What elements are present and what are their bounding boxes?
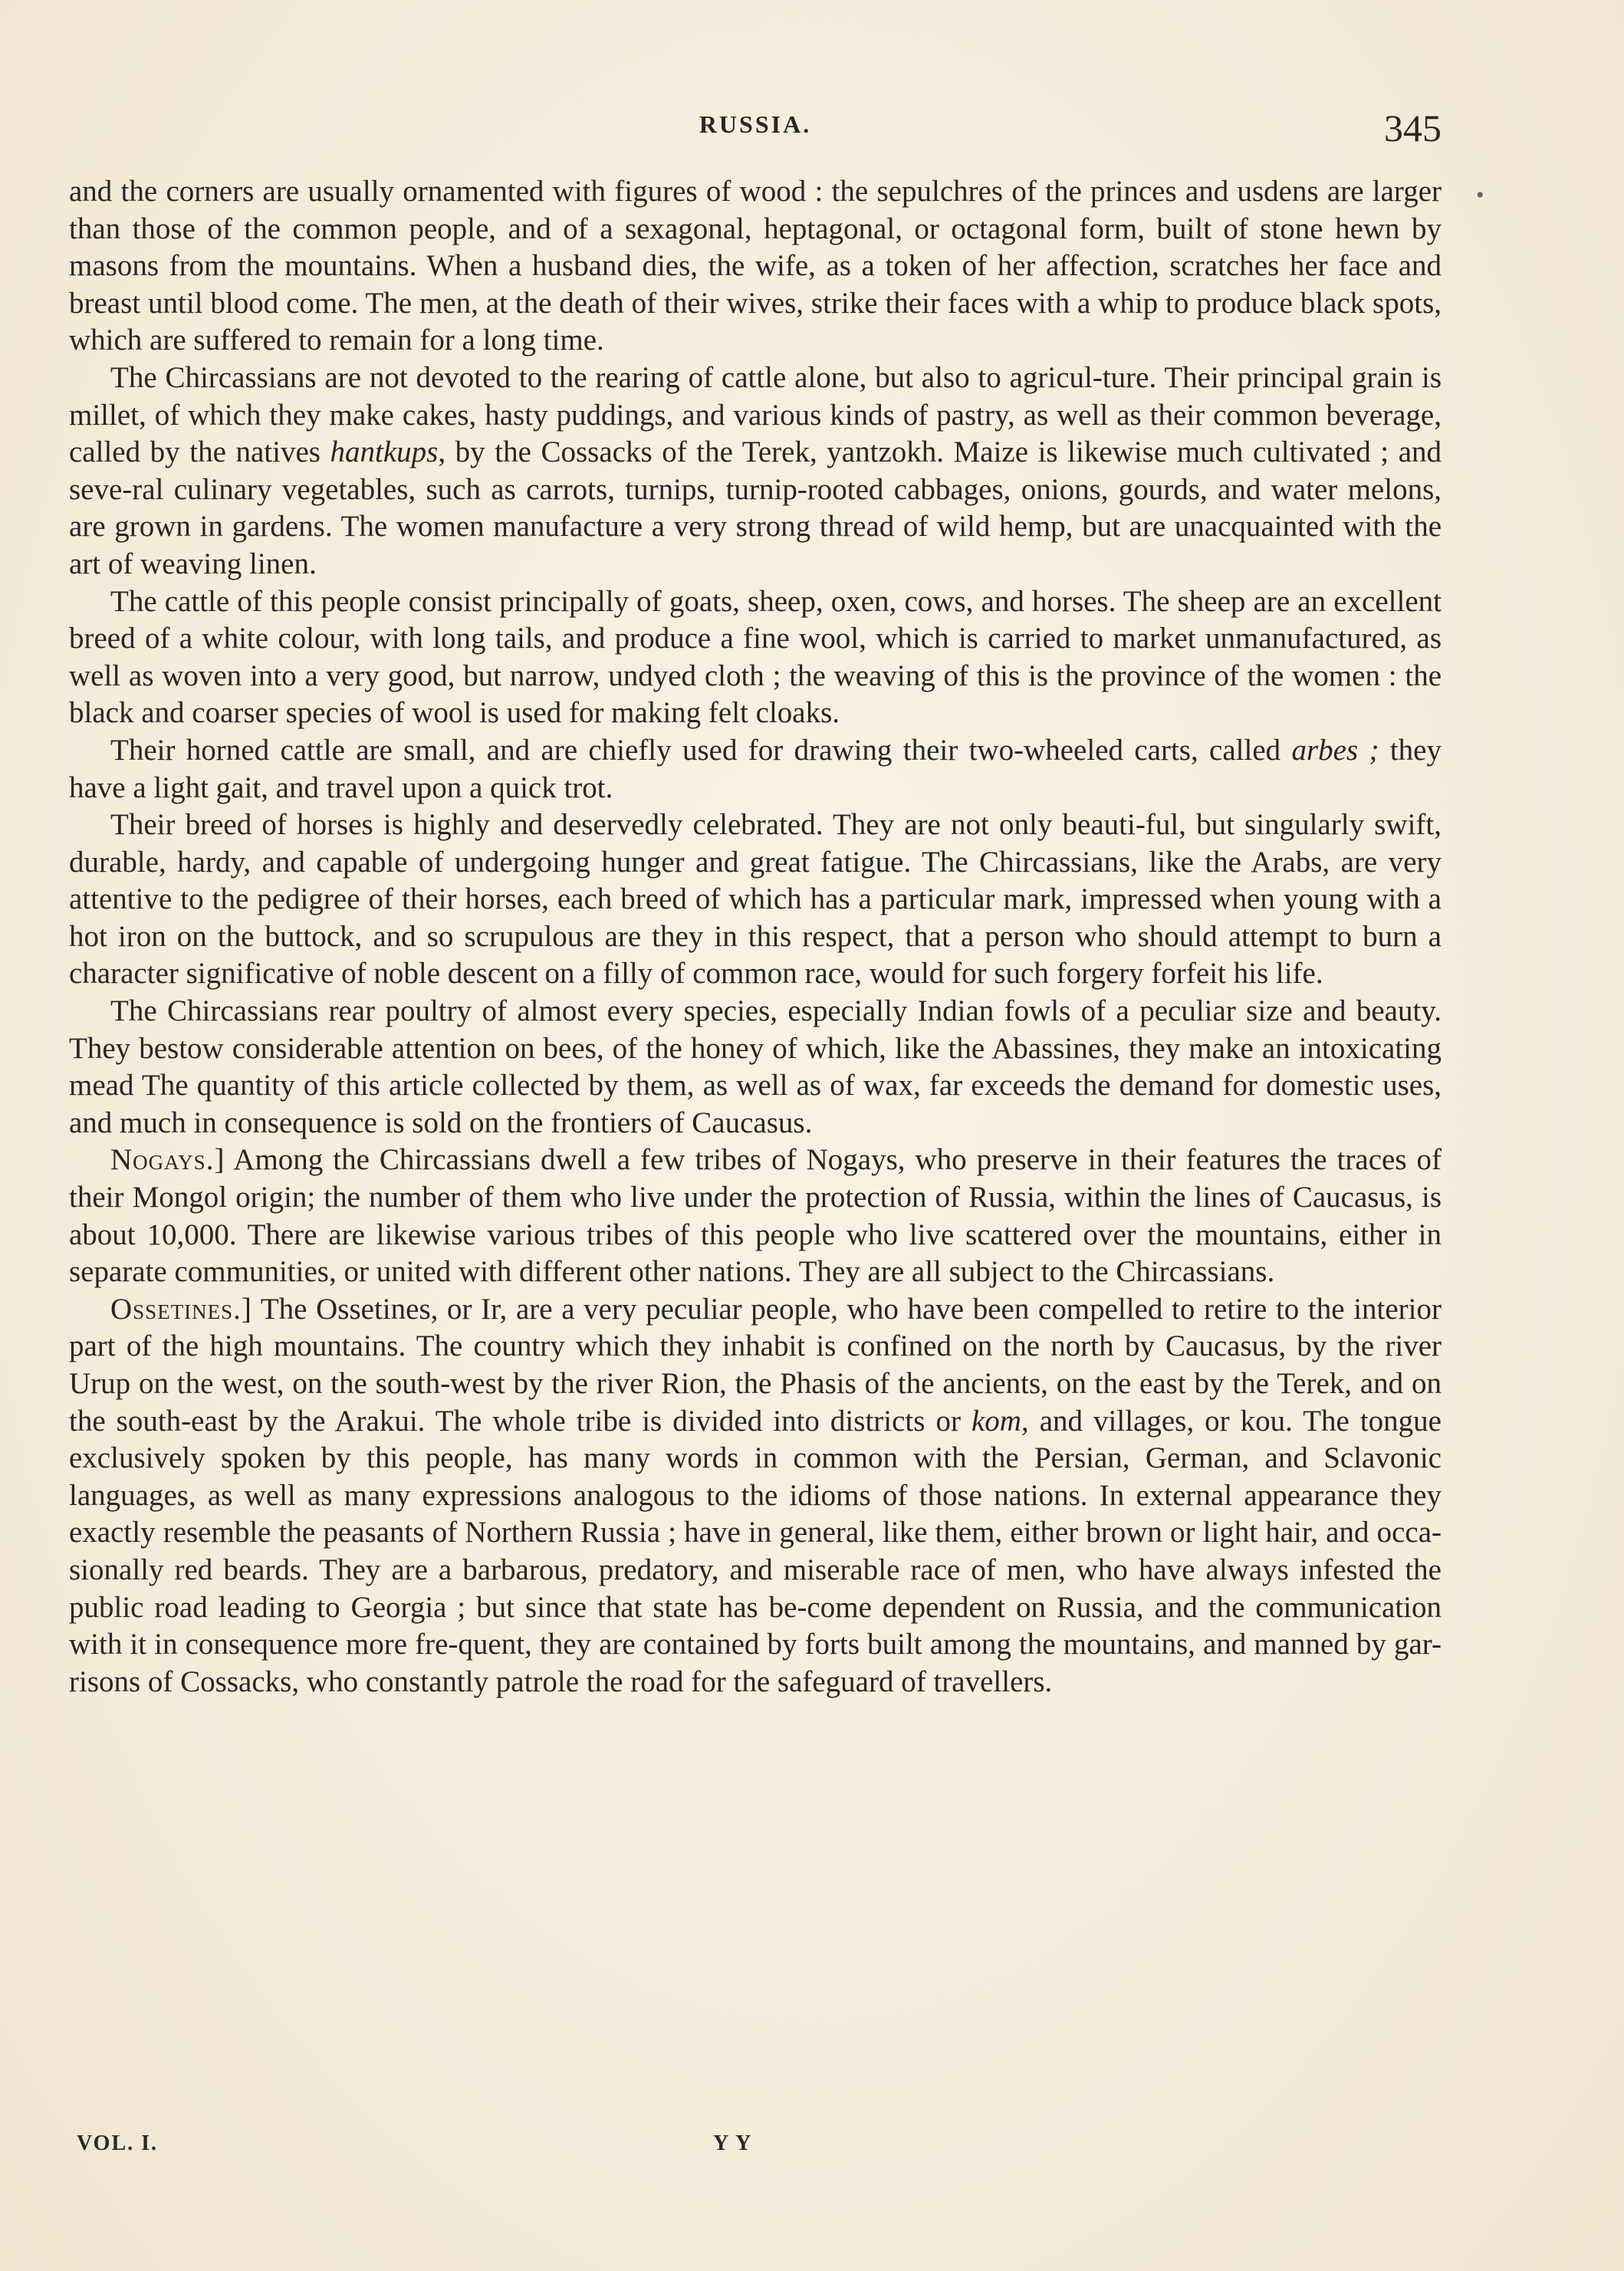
paragraph-text: Their horned cattle are small, and are chiefly used for drawing their two-wheeled carts, called [110,733,1292,767]
paragraph-text: The cattle of this people consist principally of goats, sheep, oxen, cows, and horses. The sheep are an excellent breed of a white colour, with long tails, and produce a fine wool, which is carried to market unmanufactured, as well as woven into a very good, but narrow, undyed cloth ; the weaving of this is the province of the women : the black and coarser species of wool is used for making felt cloaks. [69,584,1442,730]
italic-term: arbes ; [1291,733,1379,767]
paragraph-cattle [69,583,1442,732]
paragraph-horned-cattle [69,732,1442,807]
body-text [69,173,1442,1701]
paragraph-nogays [69,1142,1442,1290]
paragraph-ossetines [69,1291,1442,1701]
italic-term: kom, [971,1404,1029,1438]
page-number: 345 [1384,107,1442,150]
paragraph-text: and the corners are usually ornamented with figures of wood : the sepulchres of the princes and usdens are larger than those of the common people, and of a sexagonal, heptagonal, or octagonal form, built of stone hewn by masons from the mountains. When a husband dies, the wife, as a token of her affection, scratches her face and breast until blood come. The men, at the death of their wives, strike their faces with a whip to produce black spots, which are suffered to remain for a long time. [69,175,1442,357]
page-footer [77,2131,1449,2162]
paragraph-text: The Chircassians are not devoted to the rearing of cattle alone, but also to agricul-ture. Their principal grain is millet, of which they make cakes, hasty puddings, and various kinds of pastry, as well as their common beverage, called by the natives [69,360,1442,469]
paragraph-text: they have a light gait, and travel upon a quick trot. [69,733,1442,804]
section-heading: Nogays.] [110,1143,225,1177]
volume-label: VOL. I. [77,2131,159,2155]
paragraph-agriculture [69,360,1442,583]
margin-mark: • [1476,182,1484,208]
section-heading: Ossetines.] [110,1292,252,1326]
page-header [69,106,1442,159]
paragraph-text: The Chircassians rear poultry of almost every species, especially Indian fowls of a peculiar size and beauty. They bestow considerable attention on bees, of the honey of which, like the Abassines, they make an intoxicating mead The quantity of this article collected by them, as well as of wax, far exceeds the demand for domestic uses, and much in consequence is sold on the frontiers of Caucasus. [69,994,1442,1139]
paragraph-poultry [69,993,1442,1142]
paragraph-text: , by the Cossacks of the Terek, yantzokh. Maize is likewise much cultivated ; and seve-ral culinary vegetables, such as carrots, turnips, turnip-rooted cabbages, onions, gourds, and water melons, are grown in gardens. The women manufacture a very strong thread of wild hemp, but are unacquainted with the art of weaving linen. [69,435,1442,580]
paragraph-horses [69,807,1442,993]
paragraph-text: Their breed of horses is highly and deservedly celebrated. They are not only beauti-ful, but singularly swift, durable, hardy, and capable of undergoing hunger and great fatigue. The Chircassians, like the Arabs, are very attentive to the pedigree of their horses, each breed of which has a particular mark, impressed when young with a hot iron on the buttock, and so scrupulous are they in this respect, that a person who should attempt to burn a character significative of noble descent on a filly of common race, would for such forgery forfeit his life. [69,808,1442,991]
italic-term: hantkups [330,435,439,469]
paragraph-text: Among the Chircassians dwell a few tribes of Nogays, who preserve in their features the traces of their Mongol origin; the number of them who live under the protection of Russia, within the lines of Caucasus, is about 10,000. There are likewise various tribes of this people who live scattered over the mountains, either in separate communities, or united with different other nations. They are all subject to the Chircassians. [69,1143,1442,1289]
paragraph-text: The Ossetines, or Ir, are a very peculiar people, who have been compelled to retire to the interior part of the high mountains. The country which they inhabit is confined on the north by Caucasus, by the river Urup on the west, on the south-west by the river Rion, the Phasis of the ancients, on the east by the Terek, and on the south-east by the Arakui. The whole tribe is divided into districts or [69,1292,1442,1438]
signature-mark: Y Y [713,2131,753,2155]
paragraph-text: and villages, or kou. The tongue exclusively spoken by this people, has many words in common with the Persian, German, and Sclavonic languages, as well as many expressions analogous to the idioms of those nations. In external appearance they exactly resemble the peasants of Northern Russia ; have in general, like them, either brown or light hair, and occa-sionally red beards. They are a barbarous, predatory, and miserable race of men, who have always infested the public road leading to Georgia ; but since that state has be-come dependent on Russia, and the communication with it in consequence more fre-quent, they are contained by forts built among the mountains, and manned by gar-risons of Cossacks, who constantly patrole the road for the safeguard of travellers. [69,1404,1442,1698]
paragraph-sepulchres [69,173,1442,360]
running-head: RUSSIA. [699,110,812,138]
